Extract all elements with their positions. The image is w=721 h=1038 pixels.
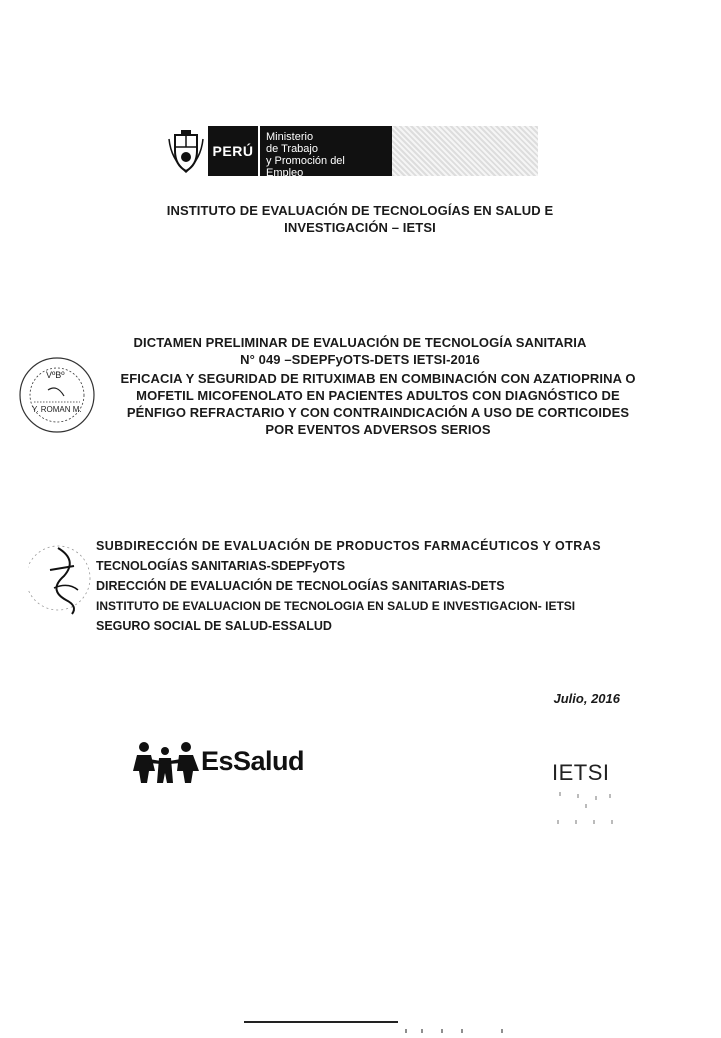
dictamen-subject (78, 370, 678, 438)
government-logo-band (164, 126, 538, 179)
approval-stamp (18, 356, 96, 434)
ietsi-logo: IETSI (552, 760, 610, 785)
essalud-wordmark: EsSalud (201, 745, 305, 776)
signature-mark (28, 530, 98, 620)
stamp-vobo: VºBº (46, 370, 65, 380)
document-date: Julio, 2016 (553, 691, 620, 706)
institute-line-2: INVESTIGACIÓN – IETSI (284, 220, 436, 235)
author-line: TECNOLOGÍAS SANITARIAS-SDEPFyOTS (96, 559, 346, 573)
subject-line: PÉNFIGO REFRACTARIO Y CON CONTRAINDICACIÓN A USO DE CORTICOIDES (126, 405, 630, 420)
footer-scan-marks (402, 1020, 522, 1024)
dictamen-title-block (60, 334, 660, 368)
essalud-family-icon (133, 739, 199, 783)
author-line: INSTITUTO DE EVALUACION DE TECNOLOGIA EN SALUD E INVESTIGACION- IETSI (96, 599, 576, 613)
subject-line: EFICACIA Y SEGURIDAD DE RITUXIMAB EN COMBINACIÓN CON AZATIOPRINA O (120, 371, 636, 386)
subject-line: MOFETIL MICOFENOLATO EN PACIENTES ADULTOS CON DIAGNÓSTICO DE (136, 388, 620, 403)
stamp-name: Y. ROMAN M. (32, 405, 82, 414)
institute-heading (60, 202, 660, 236)
author-line: SUBDIRECCIÓN DE EVALUACIÓN DE PRODUCTOS FARMACÉUTICOS Y OTRAS (96, 539, 602, 553)
footer-rule (244, 1021, 398, 1023)
institute-line-1: INSTITUTO DE EVALUACIÓN DE TECNOLOGÍAS EN SALUD E (166, 203, 554, 218)
coat-of-arms-icon (164, 126, 208, 176)
ietsi-logo-marks (556, 790, 616, 830)
authoring-bodies (96, 536, 636, 636)
dictamen-number: N° 049 –SDEPFyOTS-DETS IETSI-2016 (240, 352, 480, 367)
peru-label: PERÚ (208, 126, 258, 176)
ministry-line: de Trabajo (266, 143, 318, 155)
essalud-logo (133, 736, 304, 786)
dictamen-title: DICTAMEN PRELIMINAR DE EVALUACIÓN DE TECNOLOGÍA SANITARIA (133, 335, 587, 350)
ministry-line: Ministerio (266, 131, 314, 143)
author-line: DIRECCIÓN DE EVALUACIÓN DE TECNOLOGÍAS SANITARIAS-DETS (96, 579, 505, 593)
ministry-label (258, 126, 392, 179)
subject-line: POR EVENTOS ADVERSOS SERIOS (265, 422, 491, 437)
scan-noise-area (392, 126, 538, 176)
ministry-line: y Promoción del Empleo (266, 155, 345, 179)
author-line: SEGURO SOCIAL DE SALUD-ESSALUD (96, 619, 332, 633)
